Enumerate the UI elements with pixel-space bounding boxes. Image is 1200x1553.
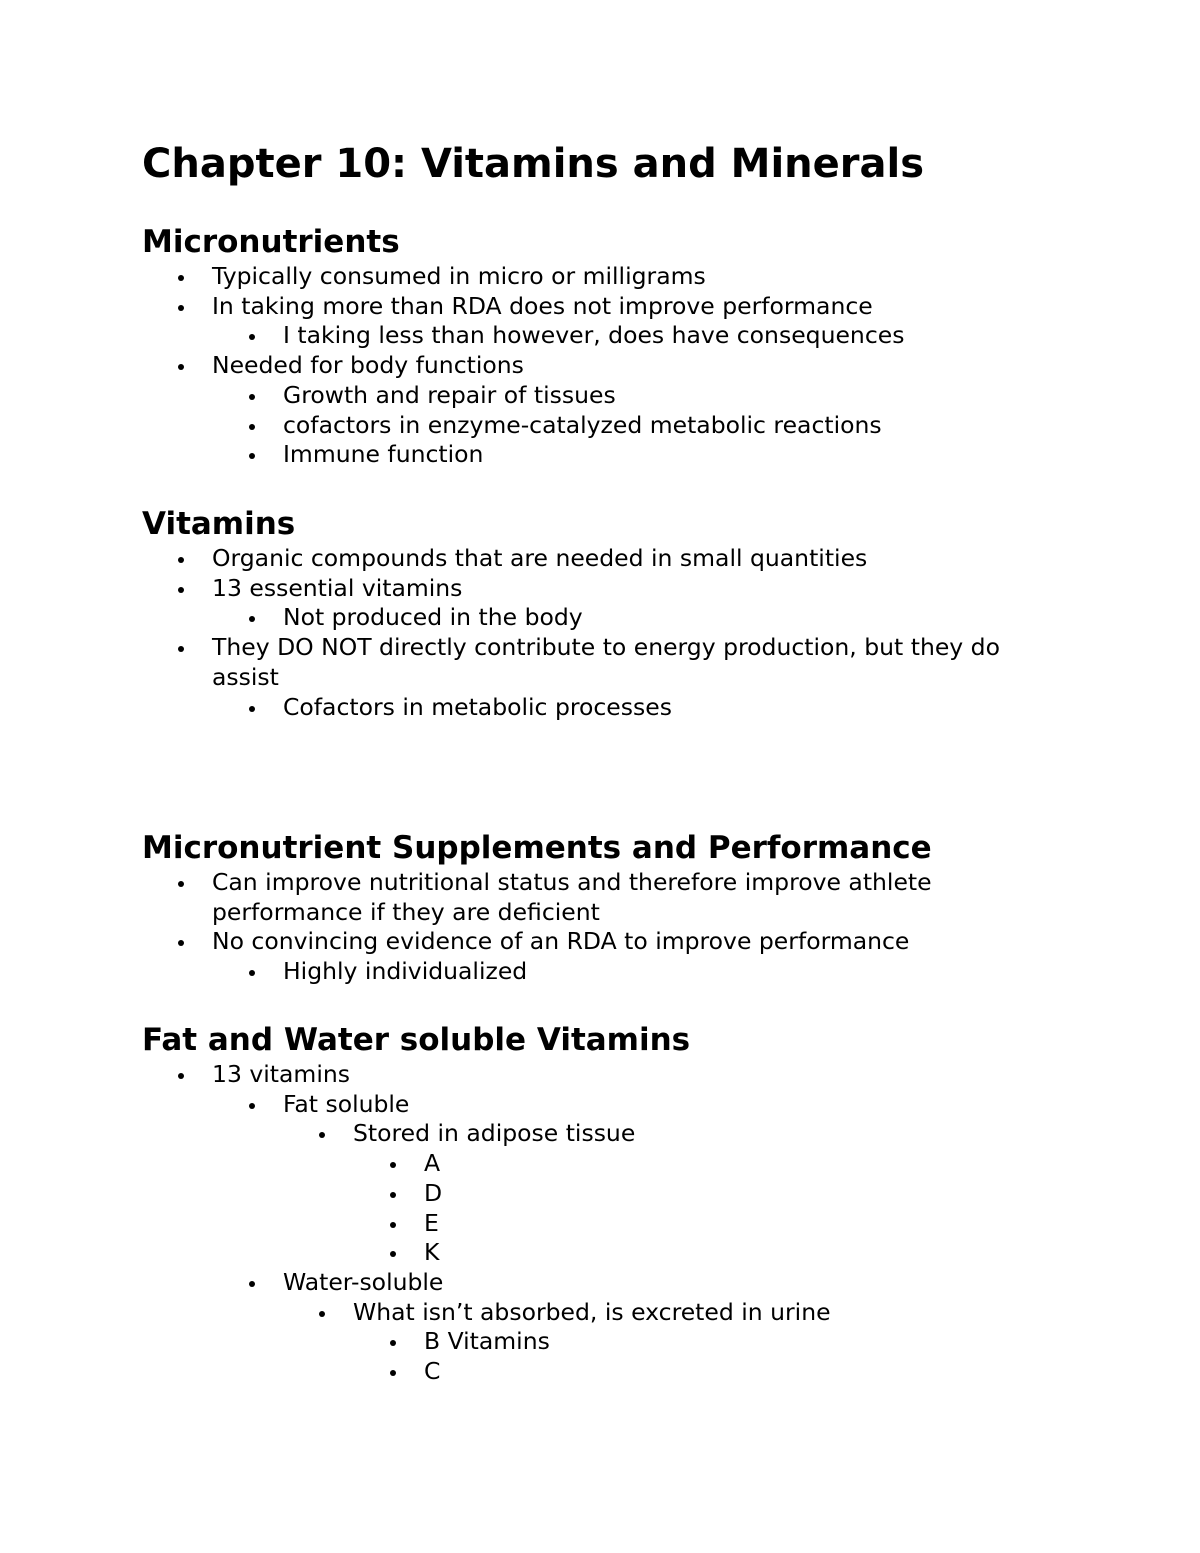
section-heading: Micronutrient Supplements and Performance [142, 830, 932, 866]
list-item: Fat soluble [283, 1090, 1062, 1120]
list-item: In taking more than RDA does not improve performance [212, 292, 1062, 322]
list-item: No convincing evidence of an RDA to improve performance [212, 927, 1062, 957]
section-heading: Vitamins [142, 506, 296, 542]
bullet-list [142, 1060, 1062, 1387]
list-item: Growth and repair of tissues [283, 381, 1062, 411]
section-heading: Micronutrients [142, 224, 400, 260]
list-item: Highly individualized [283, 957, 1062, 987]
page-title: Chapter 10: Vitamins and Minerals [142, 141, 925, 187]
list-item: 13 essential vitamins [212, 574, 1062, 604]
list-item: D [424, 1179, 1062, 1209]
list-item: I taking less than however, does have consequences [283, 321, 1062, 351]
list-item: Immune function [283, 440, 1062, 470]
list-item: E [424, 1209, 1062, 1239]
list-item: Needed for body functions [212, 351, 1062, 381]
list-item: Stored in adipose tissue [353, 1119, 1062, 1149]
section-vitamins [142, 504, 1062, 722]
section-fat-water-soluble [142, 1020, 1062, 1387]
bullet-list [142, 868, 1062, 987]
section-heading: Fat and Water soluble Vitamins [142, 1022, 691, 1058]
list-item: Can improve nutritional status and therefore improve athlete performance if they are deficient [212, 868, 1032, 927]
list-item: Not produced in the body [283, 603, 1062, 633]
section-supplements-performance [142, 828, 1062, 987]
list-item: A [424, 1149, 1062, 1179]
list-item: Cofactors in metabolic processes [283, 693, 1062, 723]
list-item: 13 vitamins [212, 1060, 1062, 1090]
list-item: What isn’t absorbed, is excreted in urine [353, 1298, 1062, 1328]
list-item: Water-soluble [283, 1268, 1062, 1298]
list-item: B Vitamins [424, 1327, 1062, 1357]
section-micronutrients [142, 222, 1062, 470]
list-item: cofactors in enzyme-catalyzed metabolic reactions [283, 411, 1062, 441]
bullet-list [142, 262, 1062, 470]
list-item: Typically consumed in micro or milligrams [212, 262, 1062, 292]
list-item: Organic compounds that are needed in small quantities [212, 544, 1062, 574]
list-item: C [424, 1357, 1062, 1387]
bullet-list [142, 544, 1062, 722]
list-item: They DO NOT directly contribute to energy production, but they do assist [212, 633, 1032, 692]
list-item: K [424, 1238, 1062, 1268]
